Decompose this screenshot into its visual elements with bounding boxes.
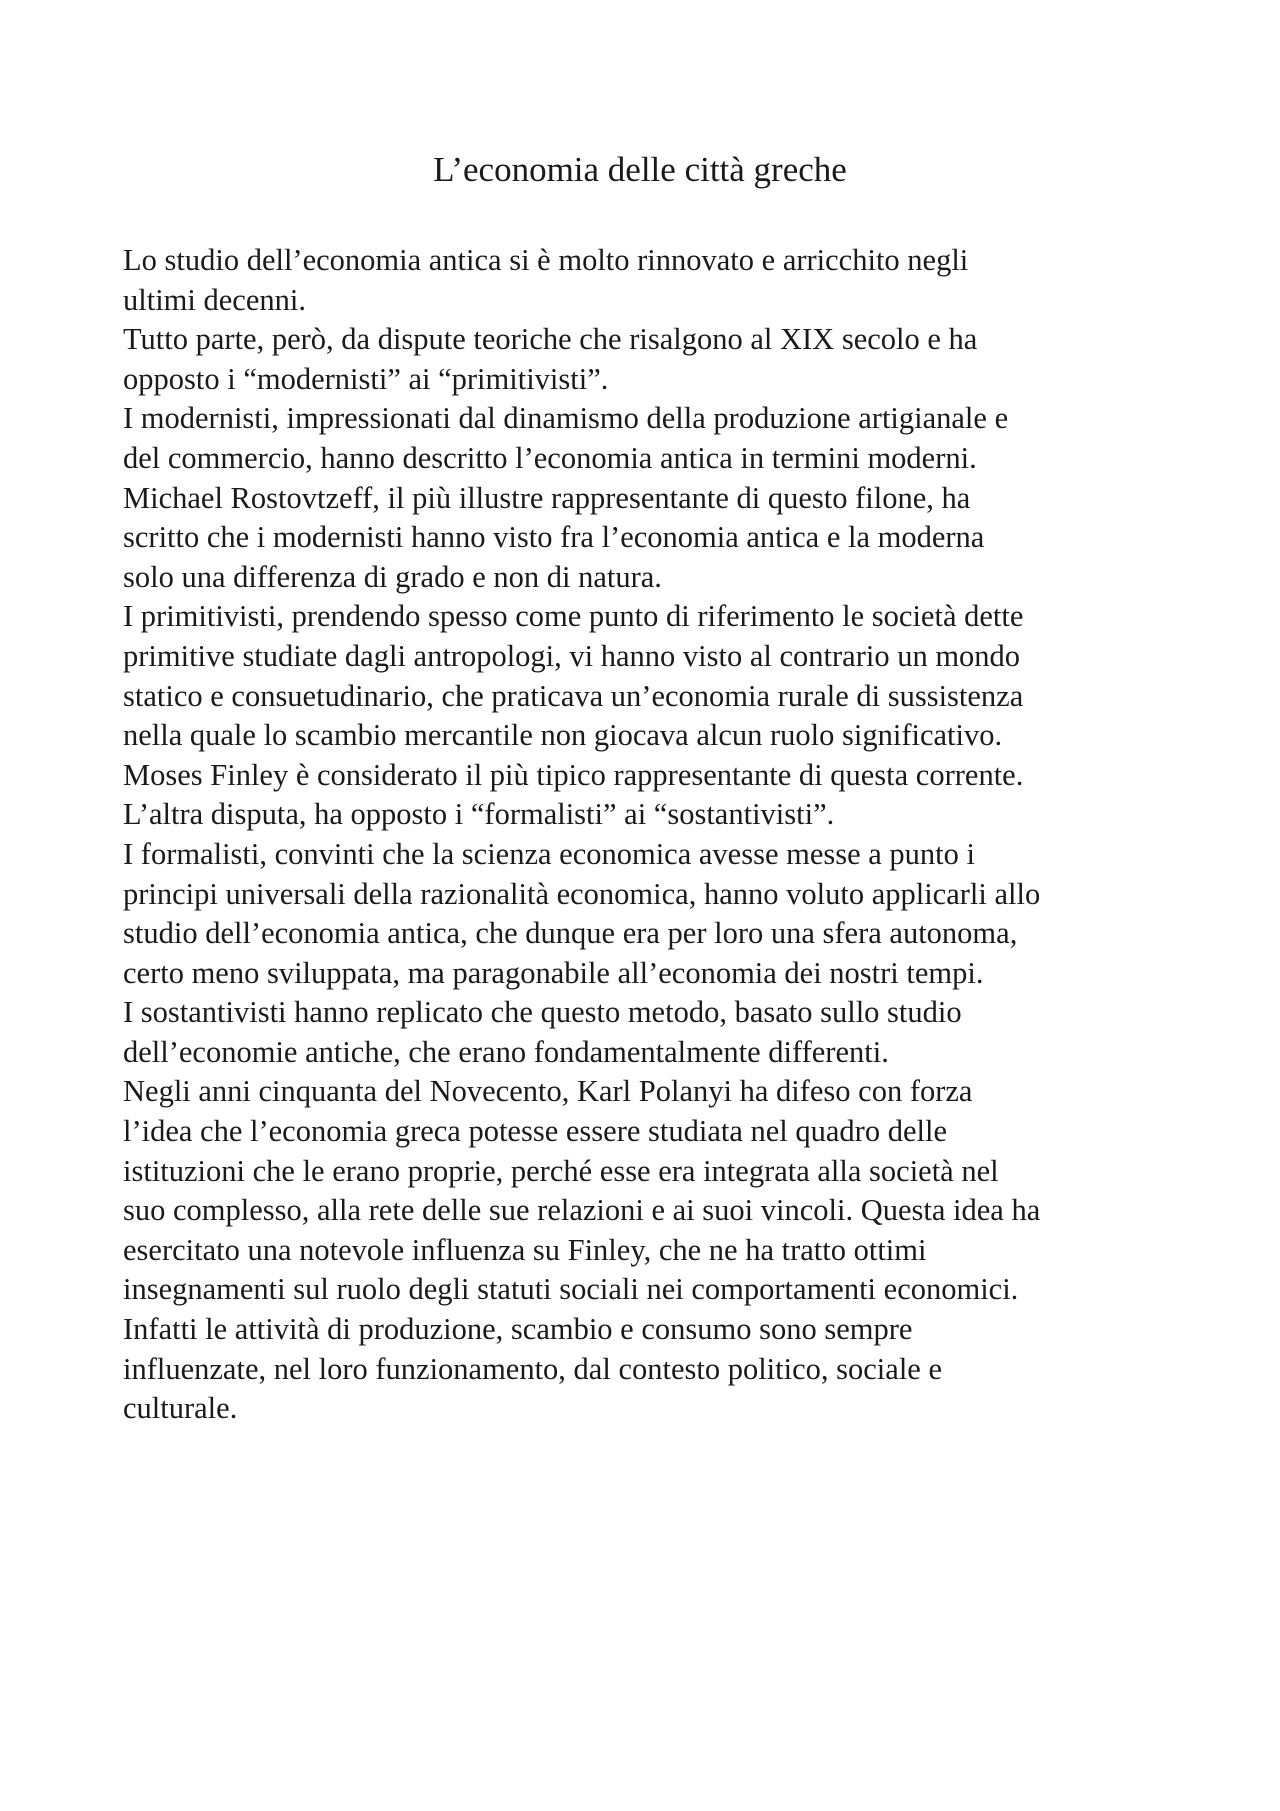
text-line: istituzioni che le erano proprie, perché esse era integrata alla società nel <box>123 1153 999 1188</box>
text-line: I primitivisti, prendendo spesso come punto di riferimento le società dette <box>123 599 1024 634</box>
document-body <box>123 241 1183 1429</box>
text-line: studio dell’economia antica, che dunque era per loro una sfera autonoma, <box>123 916 1018 951</box>
text-line: influenzate, nel loro funzionamento, dal contesto politico, sociale e <box>123 1351 942 1386</box>
text-line: nella quale lo scambio mercantile non giocava alcun ruolo significativo. <box>123 718 1003 753</box>
text-line: solo una differenza di grado e non di natura. <box>123 559 662 594</box>
document-title: L’economia delle città greche <box>433 150 847 189</box>
text-line: insegnamenti sul ruolo degli statuti sociali nei comportamenti economici. <box>123 1272 1019 1307</box>
text-line: primitive studiate dagli antropologi, vi hanno visto al contrario un mondo <box>123 638 1021 673</box>
text-line: Infatti le attività di produzione, scambio e consumo sono sempre <box>123 1312 913 1347</box>
text-line: I formalisti, convinti che la scienza economica avesse messe a punto i <box>123 836 976 871</box>
text-line: L’altra disputa, ha opposto i “formalisti” ai “sostantivisti”. <box>123 797 835 832</box>
text-line: Lo studio dell’economia antica si è molto rinnovato e arricchito negli <box>123 243 969 277</box>
text-line: scritto che i modernisti hanno visto fra l’economia antica e la moderna <box>123 520 985 555</box>
text-line: Tutto parte, però, da dispute teoriche che risalgono al XIX secolo e ha <box>123 322 978 357</box>
text-line: certo meno sviluppata, ma paragonabile all’economia dei nostri tempi. <box>123 955 984 990</box>
text-line: I modernisti, impressionati dal dinamismo della produzione artigianale e <box>123 401 1009 436</box>
text-line: opposto i “modernisti” ai “primitivisti”. <box>123 361 609 396</box>
text-line: principi universali della razionalità economica, hanno voluto applicarli allo <box>123 876 1041 911</box>
text-line: Michael Rostovtzeff, il più illustre rappresentante di questo filone, ha <box>123 480 971 515</box>
text-line: Negli anni cinquanta del Novecento, Karl Polanyi ha difeso con forza <box>123 1074 973 1109</box>
text-line: I sostantivisti hanno replicato che questo metodo, basato sullo studio <box>123 995 962 1030</box>
text-line: del commercio, hanno descritto l’economia antica in termini moderni. <box>123 440 977 475</box>
text-line: suo complesso, alla rete delle sue relazioni e ai suoi vincoli. Questa idea ha <box>123 1193 1041 1228</box>
text-line: statico e consuetudinario, che praticava un’economia rurale di sussistenza <box>123 678 1024 713</box>
text-line: dell’economie antiche, che erano fondamentalmente differenti. <box>123 1034 889 1069</box>
text-line: l’idea che l’economia greca potesse essere studiata nel quadro delle <box>123 1114 947 1149</box>
text-line: Moses Finley è considerato il più tipico rappresentante di questa corrente. <box>123 757 1024 792</box>
text-line: ultimi decenni. <box>123 282 306 317</box>
text-line: esercitato una notevole influenza su Finley, che ne ha tratto ottimi <box>123 1232 927 1267</box>
text-line: culturale. <box>123 1391 238 1426</box>
